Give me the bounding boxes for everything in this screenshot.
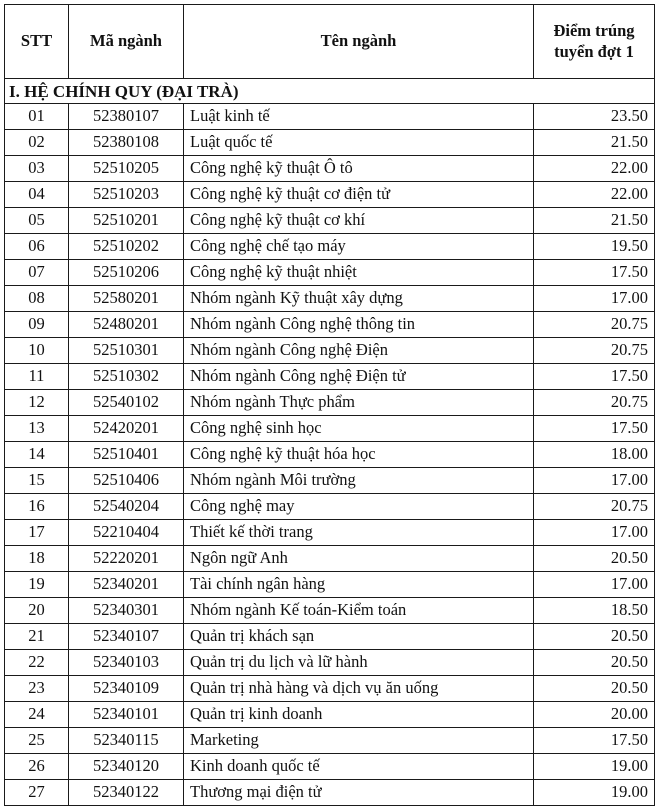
table-row [5, 364, 655, 390]
row-major-code: 52510401 [69, 442, 184, 468]
row-major-code: 52340301 [69, 598, 184, 624]
row-major-code: 52380108 [69, 130, 184, 156]
row-admission-score: 21.50 [534, 130, 655, 156]
row-stt: 14 [5, 442, 69, 468]
table-row [5, 494, 655, 520]
header-major-name: Tên ngành [184, 5, 534, 79]
row-admission-score: 17.50 [534, 260, 655, 286]
row-major-code: 52340109 [69, 676, 184, 702]
row-major-code: 52510206 [69, 260, 184, 286]
table-row [5, 286, 655, 312]
table-row [5, 780, 655, 806]
row-major-code: 52220201 [69, 546, 184, 572]
row-stt: 27 [5, 780, 69, 806]
row-stt: 17 [5, 520, 69, 546]
row-major-name: Công nghệ kỹ thuật hóa học [184, 442, 534, 468]
table-row [5, 130, 655, 156]
row-major-code: 52510302 [69, 364, 184, 390]
table-row [5, 312, 655, 338]
table-row [5, 390, 655, 416]
row-admission-score: 21.50 [534, 208, 655, 234]
row-stt: 12 [5, 390, 69, 416]
row-admission-score: 18.50 [534, 598, 655, 624]
row-admission-score: 22.00 [534, 182, 655, 208]
row-major-name: Công nghệ kỹ thuật nhiệt [184, 260, 534, 286]
table-row [5, 728, 655, 754]
header-admission-score [534, 5, 655, 79]
row-major-code: 52540102 [69, 390, 184, 416]
row-major-name: Quản trị du lịch và lữ hành [184, 650, 534, 676]
row-major-name: Nhóm ngành Công nghệ Điện [184, 338, 534, 364]
table-row [5, 754, 655, 780]
table-row [5, 650, 655, 676]
row-major-name: Công nghệ kỹ thuật cơ điện tử [184, 182, 534, 208]
header-major-code: Mã ngành [69, 5, 184, 79]
row-admission-score: 20.75 [534, 494, 655, 520]
table-row [5, 546, 655, 572]
table-row [5, 676, 655, 702]
row-major-name: Luật kinh tế [184, 104, 534, 130]
row-admission-score: 17.50 [534, 364, 655, 390]
row-major-code: 52510202 [69, 234, 184, 260]
row-stt: 19 [5, 572, 69, 598]
row-admission-score: 17.00 [534, 572, 655, 598]
table-row [5, 624, 655, 650]
row-major-name: Công nghệ sinh học [184, 416, 534, 442]
row-stt: 16 [5, 494, 69, 520]
row-admission-score: 17.00 [534, 286, 655, 312]
table-row [5, 468, 655, 494]
table-row [5, 520, 655, 546]
row-admission-score: 20.50 [534, 624, 655, 650]
row-major-code: 52510406 [69, 468, 184, 494]
row-stt: 15 [5, 468, 69, 494]
header-row [5, 5, 655, 79]
row-stt: 05 [5, 208, 69, 234]
row-major-name: Công nghệ kỹ thuật Ô tô [184, 156, 534, 182]
row-admission-score: 20.50 [534, 546, 655, 572]
header-stt: STT [5, 5, 69, 79]
row-major-name: Nhóm ngành Công nghệ thông tin [184, 312, 534, 338]
table-body [5, 79, 655, 806]
row-admission-score: 20.00 [534, 702, 655, 728]
row-admission-score: 19.50 [534, 234, 655, 260]
row-major-code: 52510203 [69, 182, 184, 208]
row-admission-score: 19.00 [534, 754, 655, 780]
header-score-line-1: Điểm trúng [553, 20, 635, 40]
row-stt: 02 [5, 130, 69, 156]
row-major-code: 52540204 [69, 494, 184, 520]
row-major-code: 52420201 [69, 416, 184, 442]
table-row [5, 416, 655, 442]
row-major-name: Công nghệ kỹ thuật cơ khí [184, 208, 534, 234]
row-admission-score: 20.75 [534, 338, 655, 364]
row-stt: 03 [5, 156, 69, 182]
row-major-name: Marketing [184, 728, 534, 754]
row-major-name: Tài chính ngân hàng [184, 572, 534, 598]
row-stt: 08 [5, 286, 69, 312]
table-row [5, 260, 655, 286]
section-title: I. HỆ CHÍNH QUY (ĐẠI TRÀ) [5, 79, 655, 104]
row-major-code: 52210404 [69, 520, 184, 546]
row-major-code: 52340120 [69, 754, 184, 780]
table-row [5, 208, 655, 234]
row-stt: 06 [5, 234, 69, 260]
row-major-code: 52340101 [69, 702, 184, 728]
row-admission-score: 22.00 [534, 156, 655, 182]
admission-scores-table [4, 4, 655, 806]
row-major-name: Kinh doanh quốc tế [184, 754, 534, 780]
row-major-name: Luật quốc tế [184, 130, 534, 156]
row-major-name: Quản trị khách sạn [184, 624, 534, 650]
row-admission-score: 18.00 [534, 442, 655, 468]
row-stt: 20 [5, 598, 69, 624]
row-stt: 10 [5, 338, 69, 364]
table-row [5, 338, 655, 364]
row-stt: 09 [5, 312, 69, 338]
row-admission-score: 23.50 [534, 104, 655, 130]
row-stt: 18 [5, 546, 69, 572]
row-admission-score: 19.00 [534, 780, 655, 806]
row-stt: 13 [5, 416, 69, 442]
table-row [5, 598, 655, 624]
table-row [5, 234, 655, 260]
table-row [5, 104, 655, 130]
row-major-code: 52480201 [69, 312, 184, 338]
row-admission-score: 17.50 [534, 416, 655, 442]
table-row [5, 702, 655, 728]
row-stt: 04 [5, 182, 69, 208]
row-admission-score: 17.50 [534, 728, 655, 754]
row-stt: 11 [5, 364, 69, 390]
row-major-name: Thiết kế thời trang [184, 520, 534, 546]
row-major-name: Công nghệ may [184, 494, 534, 520]
row-major-name: Ngôn ngữ Anh [184, 546, 534, 572]
row-stt: 23 [5, 676, 69, 702]
row-major-code: 52340115 [69, 728, 184, 754]
row-admission-score: 17.00 [534, 468, 655, 494]
row-major-name: Nhóm ngành Công nghệ Điện tử [184, 364, 534, 390]
row-major-code: 52510201 [69, 208, 184, 234]
row-major-code: 52380107 [69, 104, 184, 130]
row-major-name: Nhóm ngành Kế toán-Kiểm toán [184, 598, 534, 624]
row-major-code: 52340122 [69, 780, 184, 806]
row-major-code: 52510205 [69, 156, 184, 182]
row-stt: 25 [5, 728, 69, 754]
row-major-code: 52340103 [69, 650, 184, 676]
row-major-name: Thương mại điện tử [184, 780, 534, 806]
table-row [5, 156, 655, 182]
row-major-name: Nhóm ngành Kỹ thuật xây dựng [184, 286, 534, 312]
header-score-line-2: tuyển đợt 1 [554, 41, 634, 61]
table-row [5, 182, 655, 208]
table-header [5, 5, 655, 79]
row-major-code: 52340107 [69, 624, 184, 650]
row-stt: 24 [5, 702, 69, 728]
section-row [5, 79, 655, 104]
row-stt: 01 [5, 104, 69, 130]
row-major-name: Quản trị nhà hàng và dịch vụ ăn uống [184, 676, 534, 702]
row-major-name: Quản trị kinh doanh [184, 702, 534, 728]
row-stt: 26 [5, 754, 69, 780]
row-admission-score: 20.50 [534, 676, 655, 702]
row-stt: 07 [5, 260, 69, 286]
table-row [5, 442, 655, 468]
row-admission-score: 20.75 [534, 390, 655, 416]
row-major-code: 52340201 [69, 572, 184, 598]
row-admission-score: 20.75 [534, 312, 655, 338]
table-row [5, 572, 655, 598]
row-major-name: Công nghệ chế tạo máy [184, 234, 534, 260]
row-stt: 22 [5, 650, 69, 676]
row-major-name: Nhóm ngành Môi trường [184, 468, 534, 494]
row-major-code: 52510301 [69, 338, 184, 364]
row-admission-score: 20.50 [534, 650, 655, 676]
row-major-name: Nhóm ngành Thực phẩm [184, 390, 534, 416]
row-major-code: 52580201 [69, 286, 184, 312]
row-admission-score: 17.00 [534, 520, 655, 546]
row-stt: 21 [5, 624, 69, 650]
